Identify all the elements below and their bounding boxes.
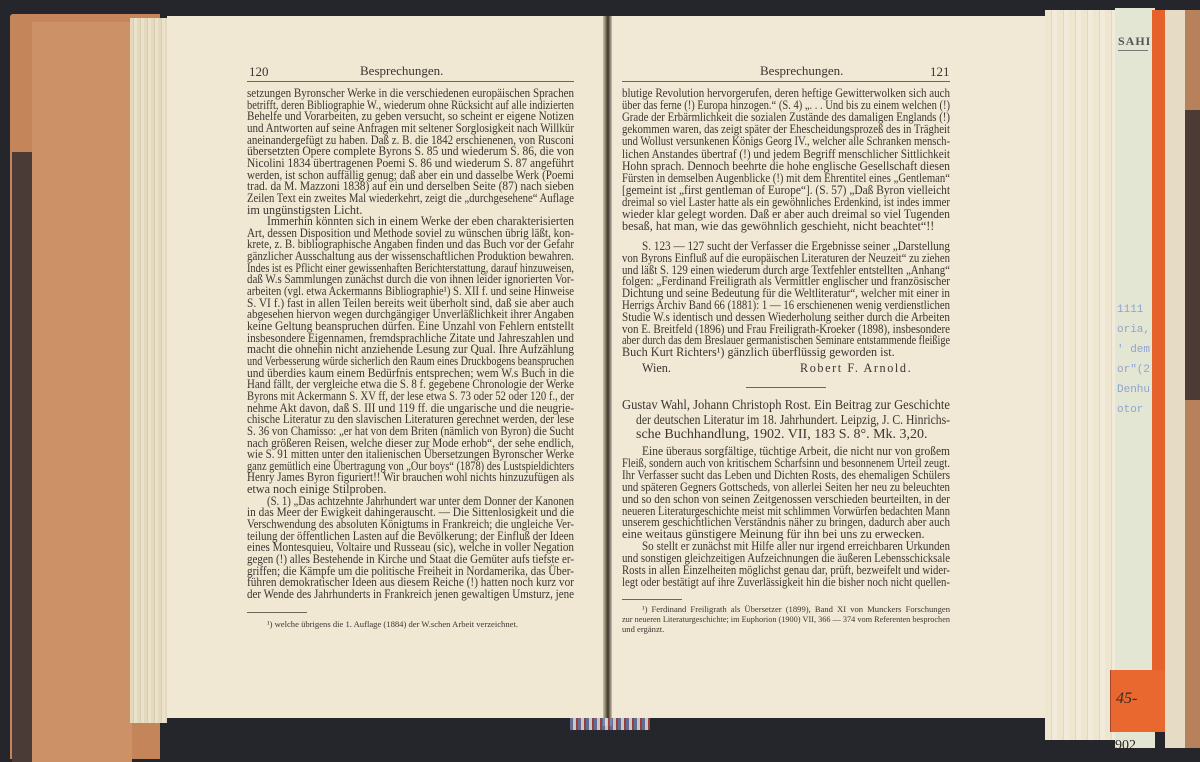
text-line-content: gegen (!) alles Bestehende in Kirche und Staat die Gemüter aufs tiefste er- <box>247 552 574 566</box>
text-line-content: aber durch das dem Breslauer germanistischen Seminare entstammende fleißige <box>622 333 950 348</box>
text-line-content: teilung der öffentlichen Lasten auf die Bevölkerung; der Einfluß der Ideen <box>247 528 574 543</box>
text-line-content: neueren Literaturgeschichte meist mit schlimmen Vorwürfen bedachten Mann <box>622 503 950 518</box>
text-line <box>622 221 934 233</box>
text-line-content: setzungen Byronscher Werke in die verschiedenen europäischen Sprachen <box>247 86 574 100</box>
text-line-content: Rosts in allen Einzelheiten möglichst genau dar, prüft, bezweifelt und wider- <box>622 563 950 577</box>
text-line <box>622 625 664 635</box>
text-line <box>622 615 963 625</box>
text-line-content: nach größeren Reisen, welche dieser zur Mode erhob“, der sehe endlich, <box>247 435 574 450</box>
text-line-content: Immerhin könnten sich in einem Werke der eben charakterisierten <box>267 214 574 229</box>
text-line-content: Indes ist es Pflicht einer gewissenhaften Berichterstattung, darauf hinzuweisen, <box>247 260 574 275</box>
text-line-content: keine Geltung beanspruchen dürfen. Eine Unzahl von Fehlern entstellt <box>247 319 574 333</box>
text-line-content: Grade der Erbärmlichkeit die sozialen Zustände des damaligen Englands (!) <box>622 110 950 125</box>
text-line-content: Herrigs Archiv Band 66 (1881): 1 — 16 erschienenen wenig verdienstlichen <box>622 298 950 312</box>
text-line-content: und überdies kaum einem Bedürfnis entsprechen; wem W.s Buch in die <box>247 365 574 380</box>
text-line-content: Dichtung und seine Bedeutung für die Weltliteratur“, welcher mit einer in <box>622 286 950 301</box>
text-line-content: und läßt S. 129 einen wiederum durch arge Textfehler entstellten „Anhang“ <box>622 262 950 277</box>
text-line-content: Hohn sprach. Dennoch beehrte die hohe englische Gesellschaft diesen <box>622 158 950 173</box>
text-line-content: S. VI f.) fast in allen Teilen bereits weit überholt sind, daß sie aber auch <box>247 295 574 310</box>
text-line-content: eine weitaus günstigere Meinung für ihn bei uns zu erwecken. <box>622 527 925 542</box>
text-line-content: S. 36 von Chamisso: „er hat von dem Briten (nämlich von Byron) die Sucht <box>247 423 574 438</box>
text-line-content: besaß, hat man, wie das gewöhnlich geschieht, nicht beachtet“!! <box>622 219 935 234</box>
text-line-content: eines Montesquieu, Voltaire und Russeau (sic), welche in voller Negation <box>247 540 574 555</box>
text-line-content: führen demokratischer Ideen aus diesem Reiche (!) hatten noch kurz vor <box>247 575 574 590</box>
text-line-content: Eine überaus sorgfältige, tüchtige Arbeit, die nicht nur von großem <box>642 444 950 458</box>
text-line-content: und späteren Gegners Gottscheds, von allerlei Seiten her neu zu beleuchten <box>622 479 950 494</box>
text-line-content: krete, z. B. bibliographische Angaben finden und das Buch vor der Gefahr <box>247 237 574 252</box>
text-line-content: chische Literatur zu den slavischen Literaturen gerechnet werden, der lese <box>247 412 574 427</box>
text-line-content: arbeiten (vgl. etwa Ackermanns Bibliographie¹) S. XII f. und seine Hinweise <box>247 284 574 299</box>
text-line-content: wieder klar gelegt worden. Daß er aber auch dreimal so viel Tugenden <box>622 207 950 221</box>
running-head-right: Besprechungen. <box>760 63 844 78</box>
handwritten-tab-note: 45- <box>1116 690 1138 707</box>
reviewer-name: Robert F. Arnold. <box>800 361 913 375</box>
text-line-content: wie S. 91 mitten unter den italienischen Übersetzungen Byronscher Werke <box>247 447 574 462</box>
text-line <box>622 399 987 413</box>
review-place: Wien. <box>642 361 671 375</box>
text-line-content: übersetzten Opere complete Byrons S. 85 und wiederum S. 86, die von <box>247 144 574 159</box>
handwritten-bottom-note: 1902 <box>1108 738 1136 753</box>
text-line-content: daß W.s Sammlungen zunächst durch die von ihnen leider ignorierten Vor- <box>247 272 574 287</box>
text-line-content: Byrons mit Ackermann S. XV ff, der lese etwa S. 73 oder 52 oder 120 f., der <box>247 388 574 403</box>
text-line-content: und ergänzt. <box>622 624 665 634</box>
cover-leather-corner <box>1185 110 1200 400</box>
footnote-rule-left <box>247 612 307 613</box>
insert-card-title: SAHI <box>1118 34 1152 48</box>
text-line-content: gekommen waren, das zeigt später der Ehescheidungsprozeß des in Trägheit <box>622 122 950 137</box>
text-line-content: im ungünstigsten Licht. <box>247 202 363 217</box>
text-line-content: sche Buchhandlung, 1902. VII, 183 S. 8°. Mk. 3,20. <box>636 427 928 442</box>
text-line-content: der deutschen Literatur im 18. Jahrhundert. Leipzig, J. C. Hinrichs- <box>636 412 950 428</box>
headband <box>570 718 650 730</box>
text-line-content: Verschwendung des absoluten Königtums in Frankreich; die ungleiche Ver- <box>247 517 574 532</box>
typed-line: oria, <box>1117 324 1151 336</box>
text-line-content: Art, dessen Disposition und Methode soviel zu wünschen übrig läßt, kon- <box>247 225 574 240</box>
text-line-content: von E. Breitfeld (1896) und Frau Freiligrath-Kroeker (1898), insbesondere <box>622 321 950 336</box>
text-line-content: trad. da M. Mazzoni 1838) auf ein und derselben Seite (87) nach sieben <box>247 179 574 194</box>
text-line-content: legt oder bestätigt auf ihre Zuverlässigkeit hin die bisher noch nicht quellen- <box>622 574 950 589</box>
text-line-content: Nicolini 1834 übertragenen Poemi S. 86 und wiederum S. 87 angeführt <box>247 155 574 170</box>
text-line-content: folgen: „Ferdinand Freiligrath als Vermittler englischer und französischer <box>622 274 950 289</box>
text-line-content: in das Meer der Ewigkeit dahingerauscht. — Die Sittenlosigkeit und die <box>247 505 574 520</box>
page-edges-left <box>130 18 167 723</box>
text-line-content: (S. 1) „Das achtzehnte Jahrhundert war unter dem Donner der Kanonen <box>267 493 574 508</box>
text-line-content: der Wende des Jahrhunderts in Frankreich jenen gewaltigen Umsturz, jene <box>247 586 574 601</box>
text-line-content: Zeilen Text ein zweites Mal wiederkehrt, zeigt die „durchgesehene“ Auflage <box>247 190 574 205</box>
text-line-content: zur neueren Literaturgeschichte; im Euphorion (1900) VII, 366 — 374 vom Referenten besprochen <box>622 614 950 624</box>
text-line-content: abgesehen hiervon wegen durchgängiger Unverläßlichkeit ihrer Angaben <box>247 307 574 322</box>
text-line-content: und Wollust versunkenen Königs Georg IV., welcher alle Schranken mensch- <box>622 134 950 149</box>
text-line-content: und sonstigen gleichzeitigen Aufzeichnungen die äußeren Lebensschicksale <box>622 551 950 566</box>
text-line-content: So stellt er zunächst mit Hilfe aller nur irgend erreichbaren Urkunden <box>642 539 950 554</box>
text-line-content: über das ferne (!) Europa hinzogen.“ (S. 4) „. . . Und bis zu einem welchen (!) <box>622 98 950 113</box>
text-line-content: und so den schon von seinen Zeitgenossen verschieden beurteilten, in der <box>622 491 950 506</box>
text-line-content: werden, ist schon auffällig genug; daß aber ein und dasselbe Werk (Poemi <box>247 167 574 182</box>
text-line-content: Ihr Verfasser sucht das Leben und Dichten Rosts, des ehemaligen Schülers <box>622 467 950 482</box>
text-line <box>636 428 928 442</box>
page-edges-right <box>1045 10 1115 740</box>
text-line-content: Hand fällt, der vergleiche etwa die S. 8 f. gegebene Chronologie der Werke <box>247 377 574 392</box>
page-number-left: 120 <box>249 64 269 79</box>
text-line-content: griffen; die Kämpfe um die politische Freiheit in Nordamerika, das Über- <box>247 563 574 578</box>
text-line <box>622 347 895 359</box>
orange-bookmark-strip <box>1152 10 1165 730</box>
text-line-content: gänzlicher Ausschaltung aus der wissenschaftlichen Produktion bewahren. <box>247 249 574 264</box>
text-line-content: und Verbesserung würde sicherlich den Raum eines Druckbogens beanspruchen <box>247 353 574 368</box>
text-line-content: betrifft, deren Bibliographie W., wiederum ohne Rücksicht auf alle indizierten <box>247 97 574 112</box>
typed-line: ' dem <box>1117 344 1151 356</box>
typed-line: 1111 <box>1117 304 1144 316</box>
text-line-content: Behelfe und Vorarbeiten, zu geben versucht, so scheint er eigene Notizen <box>247 109 574 124</box>
review-divider <box>746 387 826 388</box>
typed-line: or"(2 <box>1117 364 1151 376</box>
text-line-content: ¹) Ferdinand Freiligrath als Übersetzer (1899), Band XI von Munckers Forschungen <box>642 604 950 614</box>
insert-card-rule <box>1118 50 1148 51</box>
cover-leather-corner <box>12 152 32 762</box>
text-line-content: insbesondere Eigennamen, fremdsprachliche Zitate und Jahreszahlen und <box>247 330 574 345</box>
typed-line: otor <box>1117 404 1144 416</box>
text-line-content: [gemeint ist „first gentleman of Europe“]. (S. 57) „Daß Byron vielleicht <box>622 182 950 197</box>
page-number-right: 121 <box>930 64 950 79</box>
text-line-content: lichen Anstandes übertraf (!) und jedem Begriff menschlicher Sittlichkeit <box>622 146 950 161</box>
running-head-left: Besprechungen. <box>360 63 444 78</box>
text-line <box>636 414 1013 428</box>
text-line-content: blutige Revolution hervorgerufen, deren heftige Gewitterwolken sich auch <box>622 86 950 100</box>
text-line-content: ¹) welche übrigens die 1. Auflage (1884) der W.schen Arbeit verzeichnet. <box>267 619 518 629</box>
text-line-content: etwa noch einige Stilproben. <box>247 482 387 497</box>
text-line-content: Gustav Wahl, Johann Christoph Rost. Ein Beitrag zur Geschichte <box>622 398 950 413</box>
text-line-content: ganz gemütlich eine Übertragung von „Our boys“ (1878) des Lustspieldichters <box>247 458 574 473</box>
insert-card-typed-text <box>1117 300 1150 420</box>
text-line <box>267 620 518 630</box>
footnote-rule-right <box>622 599 682 600</box>
header-rule-left <box>247 81 574 82</box>
text-line-content: aneinandergefügt zu haben. Daß z. B. die 1842 erschienenen, von Rusconi <box>247 132 574 147</box>
typed-line: Denhu <box>1117 384 1151 396</box>
back-endpaper-edge <box>1165 10 1185 748</box>
text-line-content: unserem geschichtlichen Verständnis näher zu bringen, dadurch aber auch <box>622 515 950 530</box>
text-line <box>622 574 995 589</box>
endpaper-left <box>32 22 132 762</box>
text-line-content: und Antworten auf seine Anfragen mit seltener Sorglosigkeit nach Willkür <box>247 120 574 135</box>
header-rule-right <box>622 81 950 82</box>
text-line-content: Henry James Byron figuriert!! Wir brauchen wohl nichts hinzuzufügen als <box>247 470 574 485</box>
text-line-content: S. 123 — 127 sucht der Verfasser die Ergebnisse seiner „Darstellung <box>642 239 950 253</box>
text-line <box>247 586 609 601</box>
text-line-content: Buch Kurt Richters¹) gänzlich überflüssig geworden ist. <box>622 345 895 360</box>
text-line-content: Fürsten in demselben Augenblicke (!) mit dem Ehrentitel eines „Gentleman“ <box>622 170 950 185</box>
text-line-content: dreimal so viel Laster hatte als ein gewöhnliches Erdenkind, ist indes immer <box>622 194 950 209</box>
text-line-content: Fleiß, sondern auch von kritischem Scharfsinn und besonnenem Urteil zeugt. <box>622 455 950 470</box>
text-line-content: macht die ohnehin nicht anziehende Lesung zur Qual. Ihre Aufzählung <box>247 342 574 357</box>
text-line-content: von Byrons Einfluß auf die europäischen Literaturen der Neuzeit“ zu ziehen <box>622 250 950 265</box>
text-line-content: Studie W.s identisch und dessen Wiederholung seither durch die Arbeiten <box>622 309 950 324</box>
text-line-content: nehme Akt davon, daß S. III und 119 ff. die ungarische und die neugrie- <box>247 400 574 415</box>
